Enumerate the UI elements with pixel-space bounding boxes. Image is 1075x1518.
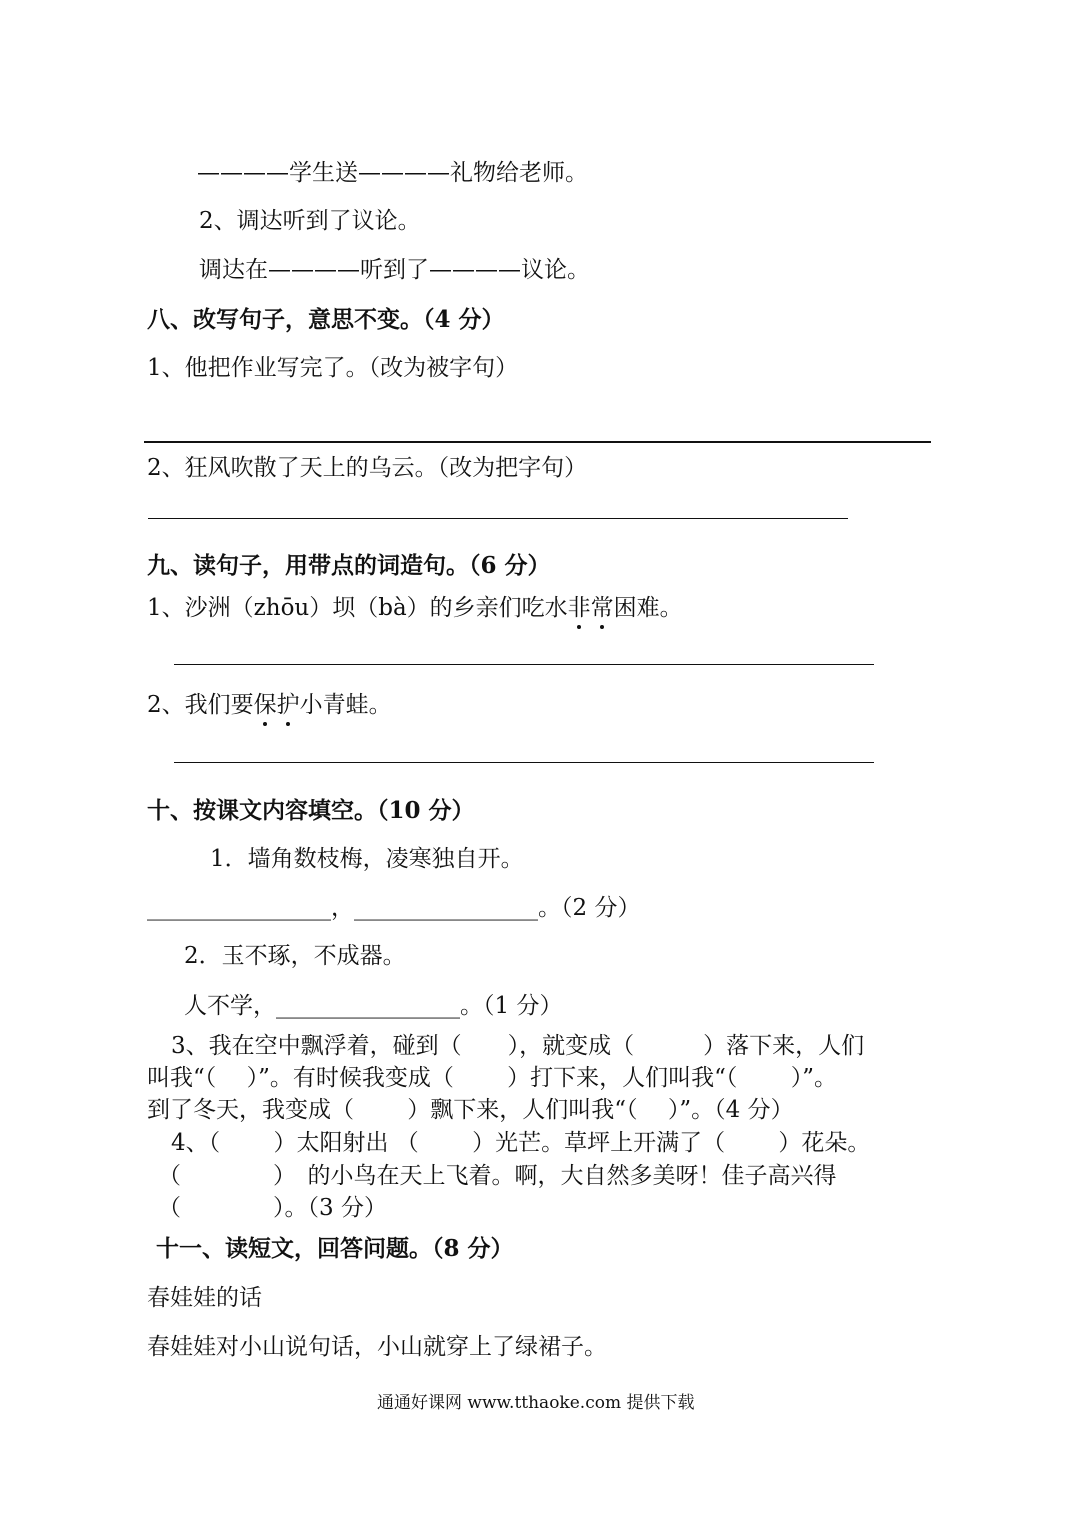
q10-item-4-line-2: （ ） 的小鸟在天上飞着。啊，大自然多美呀！佳子高兴得 [158, 1163, 837, 1189]
q10-item-4-line-3: （ ）。（3 分） [158, 1195, 387, 1221]
q11-passage-title: 春娃娃的话 [147, 1285, 262, 1311]
q9-dotted-char: 保 [253, 692, 277, 718]
q7-fill-line-a: ————学生送————礼物给老师。 [197, 160, 588, 186]
q11-passage-line-1: 春娃娃对小山说句话，小山就穿上了绿裙子。 [147, 1334, 607, 1360]
q9-dotted-char: 非 [567, 595, 591, 621]
q9-item-2-text: 2、我们要 [147, 692, 254, 718]
q10-item-1-blank: ________________，________________。（2 分） [147, 895, 641, 921]
q9-item-1-text: 1、沙洲（zhōu）坝（bà）的乡亲们吃水 [147, 595, 568, 621]
q10-item-1: 1．墙角数枝梅，凌寒独自开。 [210, 846, 524, 872]
q9-dotted-char: 常 [590, 595, 614, 621]
q8-answer-line-1 [144, 441, 931, 443]
q10-item-2-blank: 人不学，________________。（1 分） [184, 993, 563, 1019]
q10-item-3-line-2: 叫我“（ ）”。有时候我变成（ ）打下来，人们叫我“（ ）”。 [147, 1065, 837, 1091]
q9-item-1 [147, 593, 683, 623]
q9-heading: 九、读句子，用带点的词造句。（6 分） [147, 552, 551, 579]
q11-heading: 十一、读短文，回答问题。（8 分） [156, 1235, 514, 1262]
q9-dotted-char: 护 [276, 692, 300, 718]
q8-heading: 八、改写句子，意思不变。（4 分） [147, 306, 505, 333]
q9-answer-line-1 [174, 664, 874, 665]
q8-answer-line-2 [148, 518, 848, 519]
q10-item-4-line-1: 4、（ ）太阳射出 （ ）光芒。草坪上开满了（ ）花朵。 [171, 1130, 871, 1156]
q7-fill-line-b: 调达在————听到了————议论。 [199, 257, 590, 283]
q7-item-2: 2、调达听到了议论。 [199, 208, 421, 234]
q10-item-3-line-1: 3、我在空中飘浮着，碰到（ ），就变成（ ）落下来，人们 [171, 1033, 865, 1059]
q8-item-1: 1、他把作业写完了。（改为被字句） [147, 355, 519, 381]
q9-item-2-end: 小青蛙。 [299, 692, 392, 718]
q10-heading: 十、按课文内容填空。（10 分） [147, 797, 475, 824]
q8-item-2: 2、狂风吹散了天上的乌云。（改为把字句） [147, 455, 588, 481]
q10-item-2: 2．玉不琢，不成器。 [184, 943, 406, 969]
q9-answer-line-2 [174, 762, 874, 763]
q10-item-3-line-3: 到了冬天，我变成（ ）飘下来，人们叫我“（ ）”。（4 分） [147, 1097, 794, 1123]
q9-item-1-end: 困难。 [613, 595, 683, 621]
q9-item-2 [147, 690, 392, 720]
page-footer: 通通好课网 www.tthaoke.com 提供下载 [377, 1393, 695, 1413]
